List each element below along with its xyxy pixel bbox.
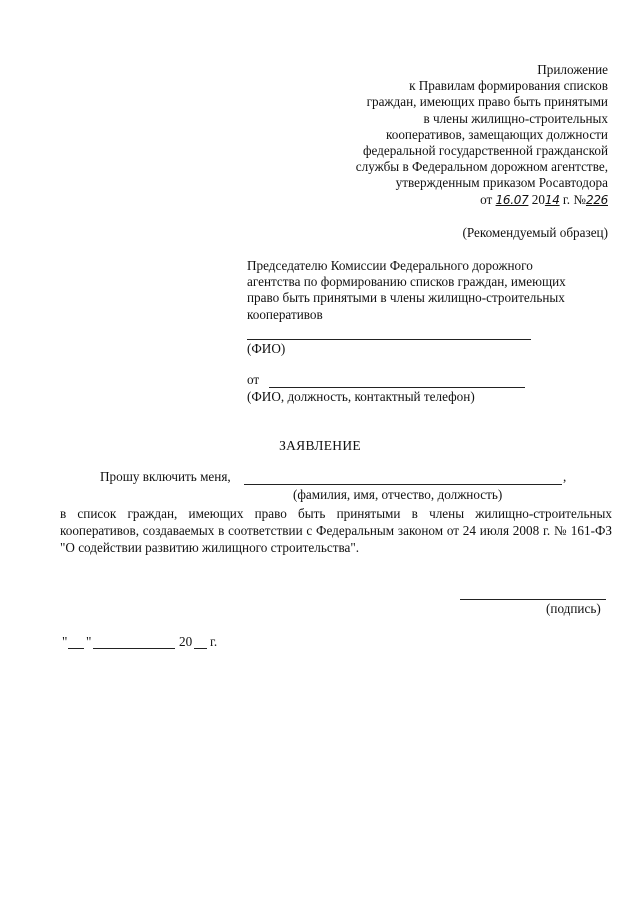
appendix-line: кооперативов, замещающих должности: [385, 126, 608, 142]
date-quote-close: ": [86, 634, 92, 649]
order-date-prefix: от: [480, 191, 493, 207]
date-day-blank[interactable]: [68, 648, 84, 649]
date-year-prefix: 20: [179, 634, 193, 649]
fio-caption: (ФИО): [247, 341, 286, 356]
appendix-line: к Правилам формирования списков: [409, 78, 608, 94]
request-caption: (фамилия, имя, отчество, должность): [293, 487, 503, 502]
order-year-handwritten: 14: [544, 192, 560, 207]
appendix-line: службы в Федеральном дорожном агентстве,: [355, 159, 608, 175]
signature-caption: (подпись): [546, 601, 601, 616]
addressee-line: агентства по формированию списков граждан, имеющих: [247, 274, 566, 290]
from-caption: (ФИО, должность, контактный телефон): [247, 389, 475, 404]
recommended-sample-note: (Рекомендуемый образец): [462, 225, 608, 240]
appendix-line: утвержденным приказом Росавтодора: [395, 175, 608, 191]
addressee-block: [247, 258, 617, 323]
application-body: в список граждан, имеющих право быть принятыми в члены жилищно-строительных кооперативов, создаваемых в соответствии с Федеральным законом от 24 июля 2008 г. № 161-ФЗ "О содействии развитию жилищного строительства".: [60, 506, 612, 555]
appendix-line: в члены жилищно-строительных: [423, 110, 608, 126]
date-year-blank[interactable]: [194, 648, 207, 649]
appendix-header: [278, 62, 608, 208]
appendix-line: граждан, имеющих право быть принятыми: [366, 94, 608, 110]
order-number-handwritten: 226: [585, 192, 608, 207]
request-suffix: ,: [563, 469, 567, 484]
date-year-suffix: г.: [210, 634, 218, 649]
order-date-handwritten: 16.07: [495, 192, 529, 207]
order-date-line: [278, 192, 608, 208]
date-quote-open: ": [62, 634, 68, 649]
request-prefix: Прошу включить меня,: [100, 469, 231, 484]
from-blank-line[interactable]: [269, 387, 525, 388]
signature-blank-line[interactable]: [460, 599, 606, 600]
order-year-prefix: 20: [531, 191, 545, 207]
request-blank-line[interactable]: [244, 484, 562, 485]
date-month-blank[interactable]: [93, 648, 175, 649]
from-label: от: [247, 372, 260, 387]
addressee-line: кооперативов: [247, 306, 323, 322]
addressee-line: право быть принятыми в члены жилищно-строительных: [247, 290, 565, 306]
appendix-line: федеральной государственной гражданской: [362, 143, 608, 159]
order-number-prefix: г. №: [562, 191, 586, 207]
fio-blank-line[interactable]: [247, 339, 531, 340]
addressee-line: Председателю Комиссии Федерального дорожного: [247, 258, 533, 273]
document-title: ЗАЯВЛЕНИЕ: [279, 438, 361, 453]
appendix-line: Приложение: [537, 62, 608, 77]
